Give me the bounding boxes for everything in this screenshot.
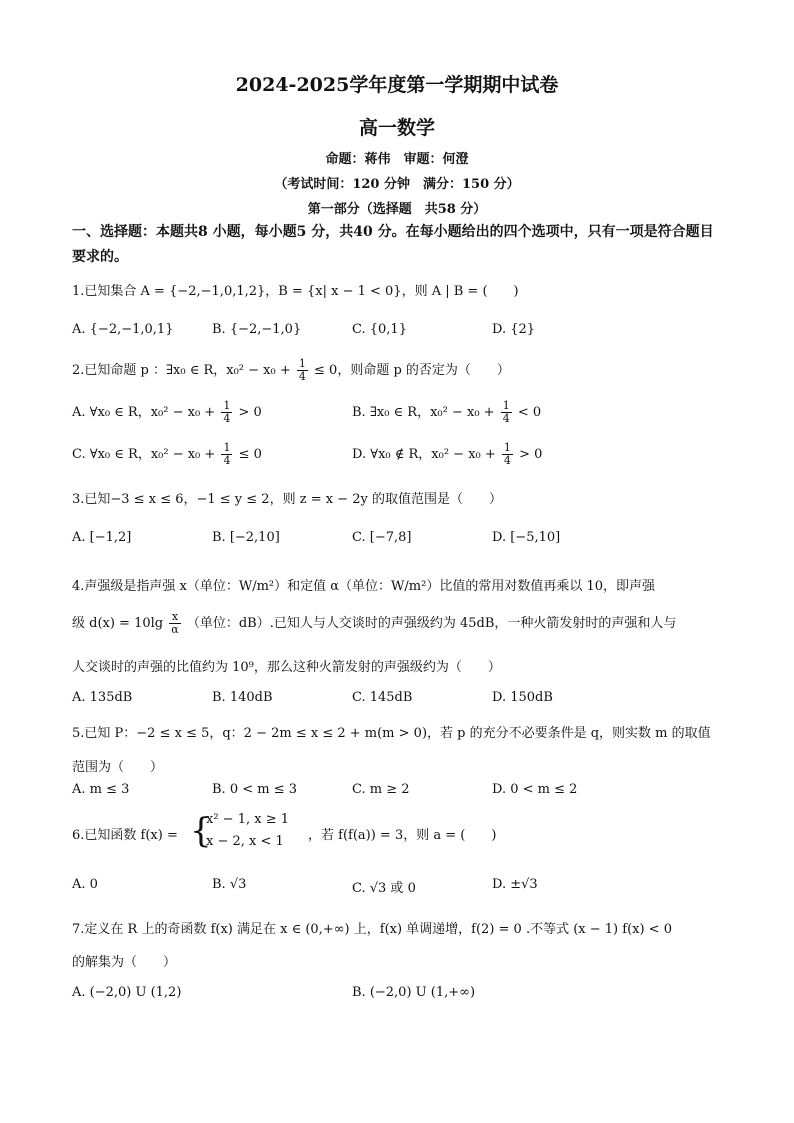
question-1-option-d: D. {2} — [492, 322, 536, 337]
question-5-option-a: A. m ≤ 3 — [72, 782, 130, 797]
question-4-option-d: D. 150dB — [492, 690, 553, 705]
fraction-numerator: x — [169, 611, 180, 624]
option-a-post: > 0 — [238, 405, 262, 420]
question-4-line-3: 人交谈时的声强的比值约为 10⁹，那么这种火箭发射的声强级约为（ ） — [72, 660, 501, 675]
question-1-option-c: C. {0,1} — [352, 322, 407, 337]
question-4-option-c: C. 145dB — [352, 690, 413, 705]
option-a-pre: A. ∀x₀ ∈ R，x₀² − x₀ + — [72, 405, 216, 420]
question-5-option-c: C. m ≥ 2 — [352, 782, 410, 797]
fraction-numerator: 1 — [223, 399, 231, 412]
fraction-denominator: 4 — [503, 454, 511, 467]
question-4-line-2 — [72, 611, 722, 636]
question-4-line-2-pre: 级 d(x) = 10lg — [72, 616, 164, 631]
question-4-line-1: 4.声强级是指声强 x（单位：W/m²）和定值 α（单位：W/m²）比值的常用对数值再乘以 10，即声强 — [72, 579, 656, 594]
question-5-option-b: B. 0 < m ≤ 3 — [212, 782, 298, 797]
question-2-option-c — [72, 442, 262, 467]
question-4-option-b: B. 140dB — [212, 690, 273, 705]
option-c-post: ≤ 0 — [238, 447, 262, 462]
piecewise-brace: { — [190, 811, 212, 851]
fraction-denominator: α — [171, 623, 179, 636]
question-7-line-2: 的解集为（ ） — [72, 955, 177, 970]
question-5-line-1: 5.已知 P：−2 ≤ x ≤ 5，q：2 − 2m ≤ x ≤ 2 + m(m > 0)，若 p 的充分不必要条件是 q，则实数 m 的取值 — [72, 726, 711, 741]
question-4-line-2-post: （单位：dB）.已知人与人交谈时的声强级约为 45dB，一种火箭发射时的声强和人与 — [186, 616, 677, 631]
fraction-denominator: 4 — [223, 454, 231, 467]
question-2-stem-pre: 2.已知命题 p ：∃x₀ ∈ R，x₀² − x₀ + — [72, 363, 291, 378]
question-6-stem-post: ，若 f(f(a)) = 3，则 a = ( ) — [308, 828, 497, 843]
question-4-option-a: A. 135dB — [72, 690, 133, 705]
section-heading: 一、选择题：本题共8 小题，每小题5 分，共40 分。在每小题给出的四个选项中，只有一项是符合题目要求的。 — [72, 224, 714, 265]
question-7-option-b: B. (−2,0) U (1,+∞) — [352, 985, 476, 1000]
question-2-stem — [72, 358, 722, 383]
question-5-option-d: D. 0 < m ≤ 2 — [492, 782, 578, 797]
option-b-pre: B. ∃x₀ ∈ R，x₀² − x₀ + — [352, 405, 495, 420]
question-6-option-a: A. 0 — [72, 877, 98, 892]
fraction-denominator: 4 — [223, 412, 231, 425]
time-score-line: （考试时间：120 分钟 满分：150 分） — [274, 177, 520, 192]
question-2-option-b — [352, 400, 541, 425]
quarter-fraction — [297, 358, 308, 383]
option-b-post: < 0 — [517, 405, 542, 420]
piecewise-case-2: x − 2, x < 1 — [206, 834, 284, 849]
question-1-stem: 1.已知集合 A = {−2,−1,0,1,2}，B = {x| x − 1 < 0}，则 A | B = ( ) — [72, 284, 519, 299]
subject-title: 高一数学 — [358, 117, 435, 139]
question-2-stem-post: ≤ 0，则命题 p 的否定为（ ） — [314, 363, 510, 378]
question-6-option-c: C. √3 或 0 — [352, 881, 416, 896]
question-6-option-b: B. √3 — [212, 877, 247, 892]
fraction-numerator: 1 — [503, 441, 511, 454]
question-2-option-a — [72, 400, 262, 425]
exam-title: 2024-2025学年度第一学期期中试卷 — [235, 74, 559, 96]
question-2-option-d — [352, 442, 542, 467]
question-5-line-2: 范围为（ ） — [72, 760, 164, 775]
part-heading: 第一部分（选择题 共58 分） — [307, 202, 487, 217]
question-6-stem — [72, 812, 722, 852]
question-6-option-d: D. ±√3 — [492, 877, 538, 892]
fraction-denominator: 4 — [502, 412, 510, 425]
question-3-stem: 3.已知−3 ≤ x ≤ 6，−1 ≤ y ≤ 2，则 z = x − 2y 的取值范围是（ ） — [72, 492, 502, 507]
fraction-numerator: 1 — [298, 357, 306, 370]
question-3-option-c: C. [−7,8] — [352, 530, 412, 545]
question-7-line-1: 7.定义在 R 上的奇函数 f(x) 满足在 x ∈ (0,+∞) 上，f(x) 单调递增，f(2) = 0 .不等式 (x − 1) f(x) < 0 — [72, 922, 672, 937]
question-3-option-b: B. [−2,10] — [212, 530, 280, 545]
fraction-numerator: 1 — [502, 399, 510, 412]
option-d-pre: D. ∀x₀ ∉ R，x₀² − x₀ + — [352, 447, 496, 462]
question-7-option-a: A. (−2,0) U (1,2) — [72, 985, 182, 1000]
x-over-alpha-fraction — [169, 611, 180, 636]
question-1-option-a: A. {−2,−1,0,1} — [72, 322, 174, 337]
question-1-option-b: B. {−2,−1,0} — [212, 322, 302, 337]
authors-line: 命题：蒋伟 审题：何澄 — [325, 152, 469, 167]
quarter-fraction — [501, 400, 512, 425]
quarter-fraction — [221, 442, 232, 467]
question-3-option-d: D. [−5,10] — [492, 530, 561, 545]
quarter-fraction — [221, 400, 232, 425]
question-3-option-a: A. [−1,2] — [72, 530, 132, 545]
quarter-fraction — [502, 442, 513, 467]
fraction-denominator: 4 — [298, 370, 306, 383]
option-c-pre: C. ∀x₀ ∈ R，x₀² − x₀ + — [72, 447, 216, 462]
piecewise-case-1: x² − 1, x ≥ 1 — [206, 812, 289, 827]
fraction-numerator: 1 — [223, 441, 231, 454]
question-6-stem-pre: 6.已知函数 f(x) = — [72, 828, 178, 843]
option-d-post: > 0 — [519, 447, 543, 462]
